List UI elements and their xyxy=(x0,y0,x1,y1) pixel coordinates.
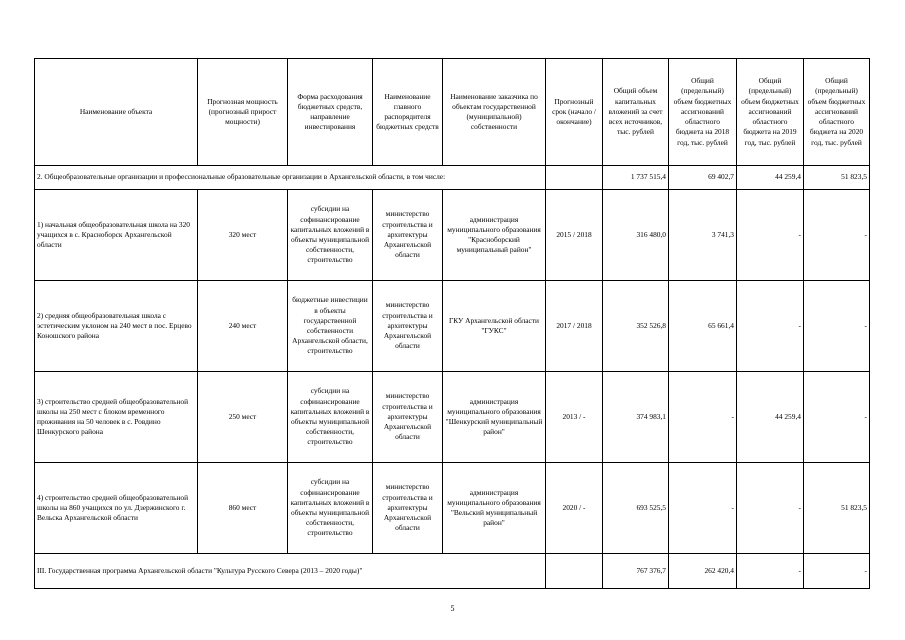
section-title: 2. Общеобразовательные организации и профессиональные образовательные организации в Архангельской области, в том числе: xyxy=(35,166,546,190)
object-form: субсидии на софинансирование капитальных вложений в объекты муниципальной собственности, строительство xyxy=(288,190,373,281)
section-total: 1 737 515,4 xyxy=(603,166,669,190)
column-header: Наименование главного распорядителя бюджетных средств xyxy=(373,59,443,166)
column-header: Наименование заказчика по объектам государственной (муниципальной) собственности xyxy=(443,59,546,166)
column-header: Общий (предельный) объем бюджетных ассигнований областного бюджета на 2019 год, тыс. рублей xyxy=(737,59,804,166)
program-2019: - xyxy=(737,554,804,589)
object-customer: администрация муниципального образования "Красноборский муниципальный район" xyxy=(443,190,546,281)
object-period: 2017 / 2018 xyxy=(546,281,603,372)
object-total: 374 983,1 xyxy=(603,372,669,463)
object-customer: администрация муниципального образования "Вельский муниципальный район" xyxy=(443,463,546,554)
object-manager: министерство строительства и архитектуры Архангельской области xyxy=(373,281,443,372)
section-2020: 51 823,5 xyxy=(804,166,870,190)
object-period: 2020 / - xyxy=(546,463,603,554)
column-header: Наименование объекта xyxy=(35,59,198,166)
program-title: III. Государственная программа Архангельской области "Культура Русского Севера (2013 – 2020 годы)" xyxy=(35,554,546,589)
column-header: Общий объем капитальных вложений за счет всех источников, тыс. рублей xyxy=(603,59,669,166)
object-customer: ГКУ Архангельской области "ГУКС" xyxy=(443,281,546,372)
object-capacity: 860 мест xyxy=(198,463,288,554)
program-2020: - xyxy=(804,554,870,589)
program-period xyxy=(546,554,603,589)
object-2020: - xyxy=(804,372,870,463)
column-header: Прогнозная мощность (прогнозный прирост мощности) xyxy=(198,59,288,166)
object-period: 2013 / - xyxy=(546,372,603,463)
object-name: 3) строительство средней общеобразовательной школы на 250 мест с блоком временного проживания на 50 человек в с. Ровдино Шенкурского района xyxy=(35,372,198,463)
object-form: субсидии на софинансирование капитальных вложений в объекты муниципальной собственности, строительство xyxy=(288,463,373,554)
program-total: 767 376,7 xyxy=(603,554,669,589)
section-row xyxy=(35,166,870,190)
object-2018: 65 661,4 xyxy=(669,281,737,372)
table-header-row xyxy=(35,59,870,166)
object-total: 352 526,8 xyxy=(603,281,669,372)
object-manager: министерство строительства и архитектуры Архангельской области xyxy=(373,190,443,281)
program-row xyxy=(35,554,870,589)
table-row xyxy=(35,463,870,554)
object-2018: 3 741,3 xyxy=(669,190,737,281)
object-manager: министерство строительства и архитектуры Архангельской области xyxy=(373,372,443,463)
object-2020: 51 823,5 xyxy=(804,463,870,554)
object-2018: - xyxy=(669,372,737,463)
object-form: субсидии на софинансирование капитальных вложений в объекты муниципальной собственности, строительство xyxy=(288,372,373,463)
object-2020: - xyxy=(804,190,870,281)
object-2019: - xyxy=(737,281,804,372)
object-2018: - xyxy=(669,463,737,554)
object-period: 2015 / 2018 xyxy=(546,190,603,281)
object-capacity: 250 мест xyxy=(198,372,288,463)
object-form: бюджетные инвестиции в объекты государственной собственности Архангельской области, строительство xyxy=(288,281,373,372)
table-row xyxy=(35,190,870,281)
section-2019: 44 259,4 xyxy=(737,166,804,190)
column-header: Общий (предельный) объем бюджетных ассигнований областного бюджета на 2020 год, тыс. рублей xyxy=(804,59,870,166)
capital-investment-table xyxy=(34,58,870,589)
object-manager: министерство строительства и архитектуры Архангельской области xyxy=(373,463,443,554)
section-period xyxy=(546,166,603,190)
object-2019: - xyxy=(737,463,804,554)
object-total: 693 525,5 xyxy=(603,463,669,554)
object-customer: администрация муниципального образования "Шенкурский муниципальный район" xyxy=(443,372,546,463)
object-name: 4) строительство средней общеобразовательной школы на 860 учащихся по ул. Дзержинского г. Вельска Архангельской области xyxy=(35,463,198,554)
object-2019: 44 259,4 xyxy=(737,372,804,463)
table-row xyxy=(35,372,870,463)
object-name: 2) средняя общеобразовательная школа с эстетическим уклоном на 240 мест в пос. Ерцево Коношского района xyxy=(35,281,198,372)
page-number: 5 xyxy=(450,604,455,613)
program-2018: 262 420,4 xyxy=(669,554,737,589)
column-header: Общий (предельный) объем бюджетных ассигнований областного бюджета на 2018 год, тыс. рублей xyxy=(669,59,737,166)
object-capacity: 320 мест xyxy=(198,190,288,281)
section-2018: 69 402,7 xyxy=(669,166,737,190)
object-capacity: 240 мест xyxy=(198,281,288,372)
column-header: Прогнозный срок (начало / окончание) xyxy=(546,59,603,166)
object-2020: - xyxy=(804,281,870,372)
table-row xyxy=(35,281,870,372)
object-2019: - xyxy=(737,190,804,281)
object-total: 316 480,0 xyxy=(603,190,669,281)
column-header: Форма расходования бюджетных средств, направление инвестирования xyxy=(288,59,373,166)
object-name: 1) начальная общеобразовательная школа на 320 учащихся в с. Красноборск Архангельской области xyxy=(35,190,198,281)
